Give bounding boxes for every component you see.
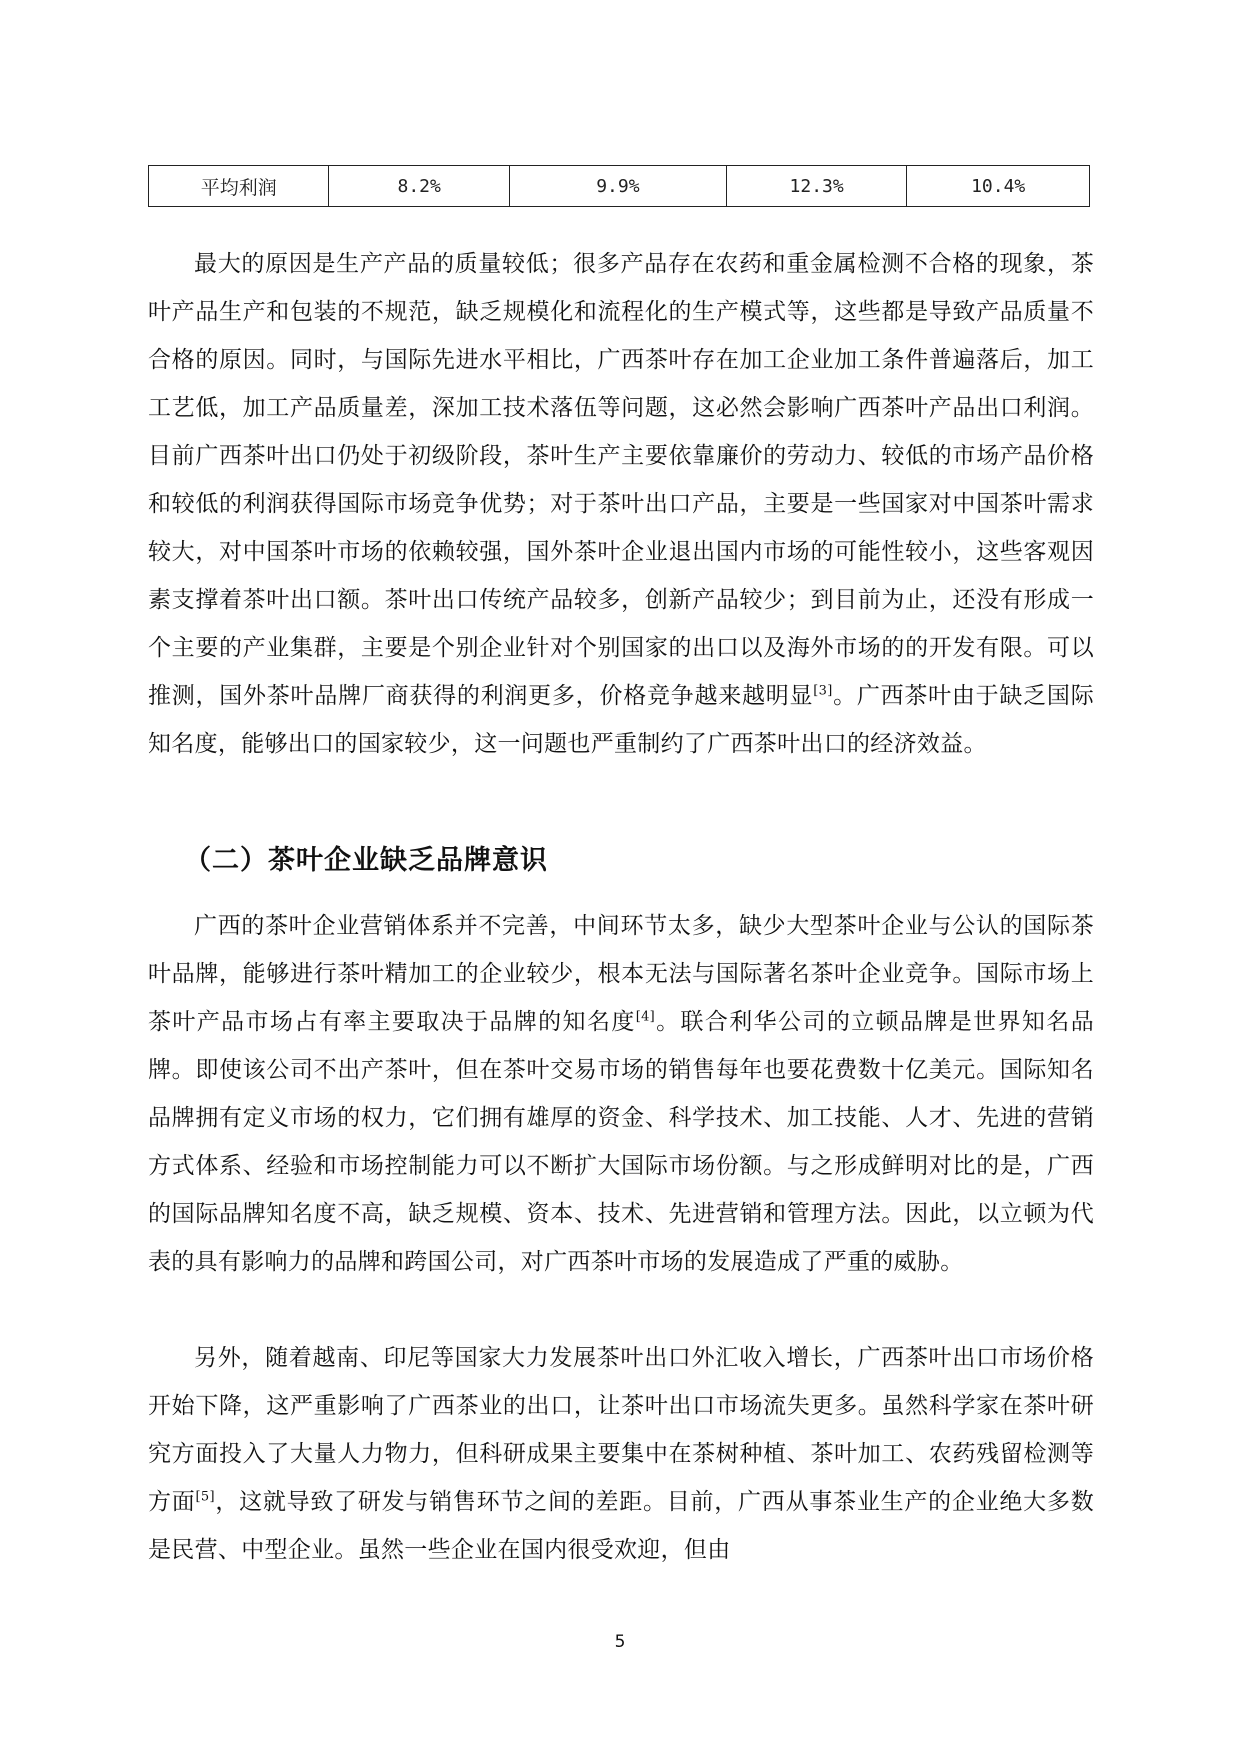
table-row — [149, 166, 1090, 207]
paragraph-text: 另外，随着越南、印尼等国家大力发展茶叶出口外汇收入增长，广西茶叶出口市场价格开始下降，这严重影响了广西茶业的出口，让茶叶出口市场流失更多。虽然科学家在茶叶研究方面投入了大量人力物力，但科研成果主要集中在茶树种植、茶叶加工、农药残留检测等方面 — [148, 1345, 1094, 1515]
citation-5: [5] — [195, 1489, 215, 1505]
table-row-label: 平均利润 — [149, 166, 329, 207]
paragraph-3 — [148, 1334, 1094, 1574]
table-cell: 12.3% — [726, 166, 906, 207]
table-cell: 9.9% — [509, 166, 726, 207]
paragraph-1 — [148, 240, 1094, 768]
profit-table — [148, 165, 1090, 207]
paragraph-text: 广西的茶叶企业营销体系并不完善，中间环节太多，缺少大型茶叶企业与公认的国际茶叶品牌，能够进行茶叶精加工的企业较少，根本无法与国际著名茶叶企业竞争。国际市场上茶叶产品市场占有率主要取决于品牌的知名度 — [148, 913, 1094, 1035]
table-cell: 8.2% — [329, 166, 509, 207]
paragraph-text: 。联合利华公司的立顿品牌是世界知名品牌。即使该公司不出产茶叶，但在茶叶交易市场的销售每年也要花费数十亿美元。国际知名品牌拥有定义市场的权力，它们拥有雄厚的资金、科学技术、加工技能、人才、先进的营销方式体系、经验和市场控制能力可以不断扩大国际市场份额。与之形成鲜明对比的是，广西的国际品牌知名度不高，缺乏规模、资本、技术、先进营销和管理方法。因此，以立顿为代表的具有影响力的品牌和跨国公司，对广西茶叶市场的发展造成了严重的威胁。 — [148, 1009, 1094, 1275]
page-number: 5 — [614, 1632, 626, 1652]
citation-4: [4] — [635, 1009, 656, 1025]
section-heading: （二）茶叶企业缺乏品牌意识 — [184, 845, 548, 876]
paragraph-text: ，这就导致了研发与销售环节之间的差距。目前，广西从事茶业生产的企业绝大多数是民营、中型企业。虽然一些企业在国内很受欢迎，但由 — [148, 1489, 1094, 1563]
citation-3: [3] — [813, 683, 833, 699]
paragraph-text: 。广西茶叶由于缺乏国际知名度，能够出口的国家较少，这一问题也严重制约了广西茶叶出口的经济效益。 — [148, 683, 1094, 757]
paragraph-text: 最大的原因是生产产品的质量较低；很多产品存在农药和重金属检测不合格的现象，茶叶产品生产和包装的不规范，缺乏规模化和流程化的生产模式等，这些都是导致产品质量不合格的原因。同时，与国际先进水平相比，广西茶叶存在加工企业加工条件普遍落后，加工工艺低，加工产品质量差，深加工技术落伍等问题，这必然会影响广西茶叶产品出口利润。目前广西茶叶出口仍处于初级阶段，茶叶生产主要依靠廉价的劳动力、较低的市场产品价格和较低的利润获得国际市场竞争优势；对于茶叶出口产品，主要是一些国家对中国茶叶需求较大，对中国茶叶市场的依赖较强，国外茶叶企业退出国内市场的可能性较小，这些客观因素支撑着茶叶出口额。茶叶出口传统产品较多，创新产品较少；到目前为止，还没有形成一个主要的产业集群，主要是个别企业针对个别国家的出口以及海外市场的的开发有限。可以推测，国外茶叶品牌厂商获得的利润更多，价格竞争越来越明显 — [148, 251, 1094, 709]
paragraph-2 — [148, 902, 1094, 1286]
table-cell: 10.4% — [907, 166, 1090, 207]
